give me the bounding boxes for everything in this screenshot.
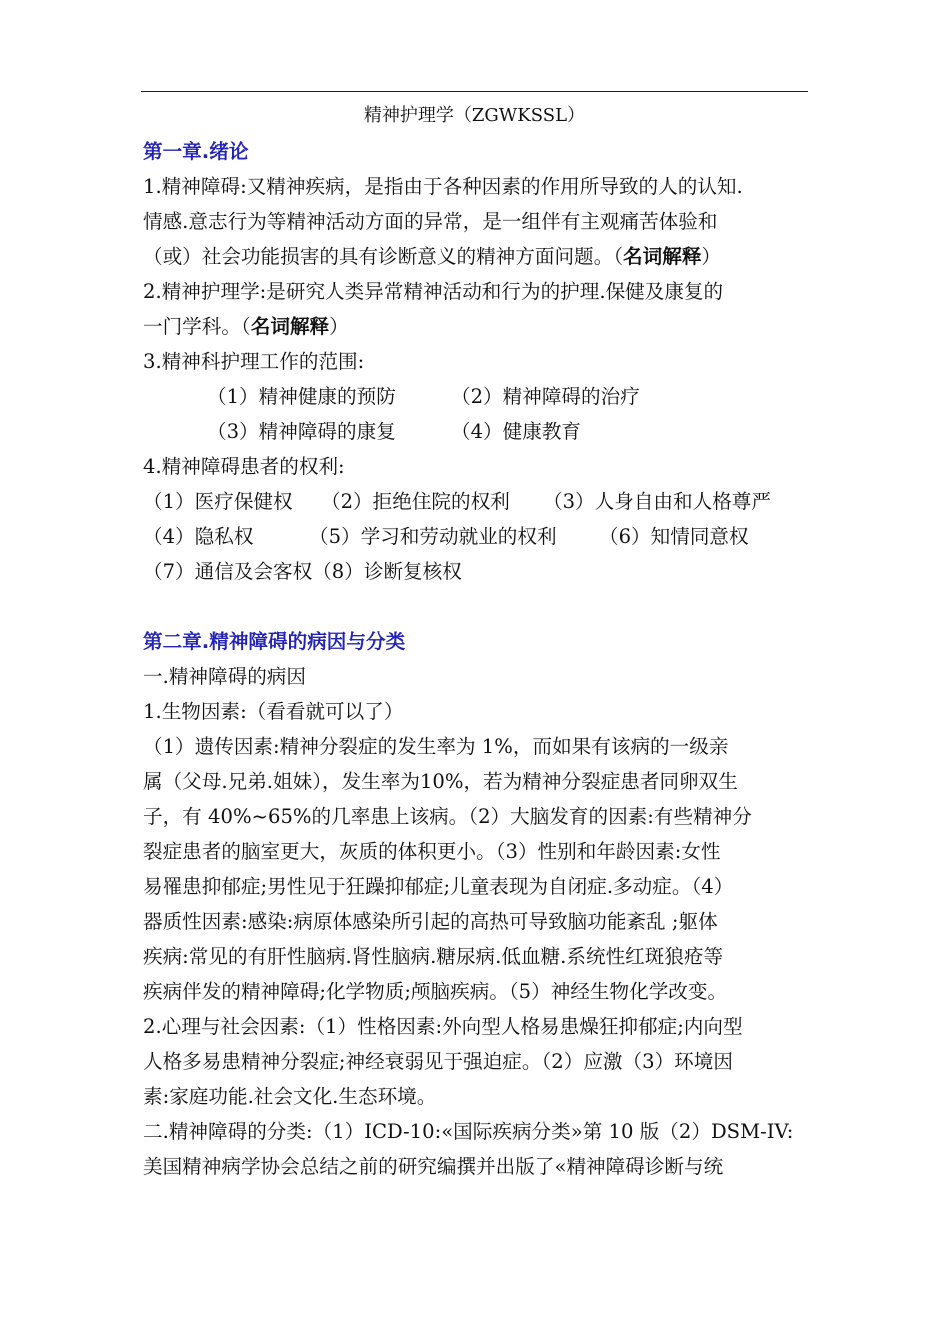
scope-item: （2）精神障碍的治疗 — [451, 385, 640, 408]
closing-paren: ） — [329, 315, 349, 338]
document-title: 精神护理学（ZGWKSSL） — [363, 105, 586, 126]
rights-item: （2）拒绝住院的权利 — [321, 490, 510, 513]
biological-factors-line: 子，有 40%~65%的几率患上该病。（2）大脑发育的因素:有些精神分 — [143, 805, 752, 828]
biological-factors-line: 疾病:常见的有肝性脑病.肾性脑病.糖尿病.低血糖.系统性红斑狼疮等 — [143, 945, 724, 968]
definition-mental-disorder-line-1: 1.精神障碍:又精神疾病，是指由于各种因素的作用所导致的人的认知. — [143, 175, 743, 198]
biological-factors-line: 疾病伴发的精神障碍;化学物质;颅脑疾病。（5）神经生物化学改变。 — [143, 980, 728, 1003]
biological-factors-heading: 1.生物因素:（看看就可以了） — [143, 700, 404, 723]
header-rule — [141, 91, 808, 92]
document-body — [143, 134, 811, 1184]
etiology-section-heading: 一.精神障碍的病因 — [143, 665, 306, 688]
scope-item: （3）精神障碍的康复 — [207, 420, 396, 443]
definition-psychiatric-nursing-line-1: 2.精神护理学:是研究人类异常精神活动和行为的护理.保健及康复的 — [143, 280, 724, 303]
chapter-2-heading: 第二章.精神障碍的病因与分类 — [143, 630, 406, 653]
rights-heading: 4.精神障碍患者的权利: — [143, 455, 345, 478]
definition-text: （或）社会功能损害的具有诊断意义的精神方面问题。（ — [143, 245, 624, 268]
biological-factors-line: 裂症患者的脑室更大，灰质的体积更小。（3）性别和年龄因素:女性 — [143, 840, 721, 863]
scope-item: （1）精神健康的预防 — [207, 385, 396, 408]
biological-factors-line: 属（父母.兄弟.姐妹），发生率为10%，若为精神分裂症患者同卵双生 — [143, 770, 738, 793]
rights-item: （6）知情同意权 — [599, 525, 749, 548]
rights-item: （3）人身自由和人格尊严 — [543, 490, 771, 513]
biological-factors-line: （1）遗传因素:精神分裂症的发生率为 1%，而如果有该病的一级亲 — [143, 735, 729, 758]
rights-item: （5）学习和劳动就业的权利 — [309, 525, 557, 548]
scope-row-1 — [143, 379, 811, 414]
rights-row-3 — [143, 554, 811, 589]
classification-line: 二.精神障碍的分类:（1）ICD-10:«国际疾病分类»第 10 版（2）DSM-IV: — [143, 1120, 794, 1143]
rights-row-1 — [143, 484, 811, 519]
biological-factors-line: 易罹患抑郁症;男性见于狂躁抑郁症;儿童表现为自闭症.多动症。（4） — [143, 875, 734, 898]
definition-text: 一门学科。（ — [143, 315, 251, 338]
scope-heading: 3.精神科护理工作的范围: — [143, 350, 365, 373]
term-explanation-label: 名词解释 — [623, 245, 702, 268]
biological-factors-line: 器质性因素:感染:病原体感染所引起的高热可导致脑功能紊乱 ;躯体 — [143, 910, 718, 933]
rights-item: （8）诊断复核权 — [312, 560, 462, 583]
classification-line: 美国精神病学协会总结之前的研究编撰并出版了«精神障碍诊断与统 — [143, 1155, 724, 1178]
scope-item: （4）健康教育 — [451, 420, 582, 443]
rights-item: （7）通信及会客权 — [143, 560, 313, 583]
scope-row-2 — [143, 414, 811, 449]
section-spacer — [143, 589, 811, 624]
rights-item: （4）隐私权 — [143, 525, 254, 548]
definition-mental-disorder-line-3 — [143, 239, 811, 274]
definition-psychiatric-nursing-line-2 — [143, 309, 811, 344]
rights-row-2 — [143, 519, 811, 554]
rights-item: （1）医疗保健权 — [143, 490, 293, 513]
psychosocial-factors-line: 2.心理与社会因素:（1）性格因素:外向型人格易患燥狂抑郁症;内向型 — [143, 1015, 743, 1038]
chapter-1-heading: 第一章.绪论 — [143, 140, 249, 163]
psychosocial-factors-line: 人格多易患精神分裂症;神经衰弱见于强迫症。（2）应激（3）环境因 — [143, 1050, 733, 1073]
definition-mental-disorder-line-2: 情感.意志行为等精神活动方面的异常，是一组伴有主观痛苦体验和 — [143, 210, 718, 233]
psychosocial-factors-line: 素:家庭功能.社会文化.生态环境。 — [143, 1085, 437, 1108]
closing-paren: ） — [701, 245, 722, 268]
term-explanation-label: 名词解释 — [250, 315, 330, 338]
